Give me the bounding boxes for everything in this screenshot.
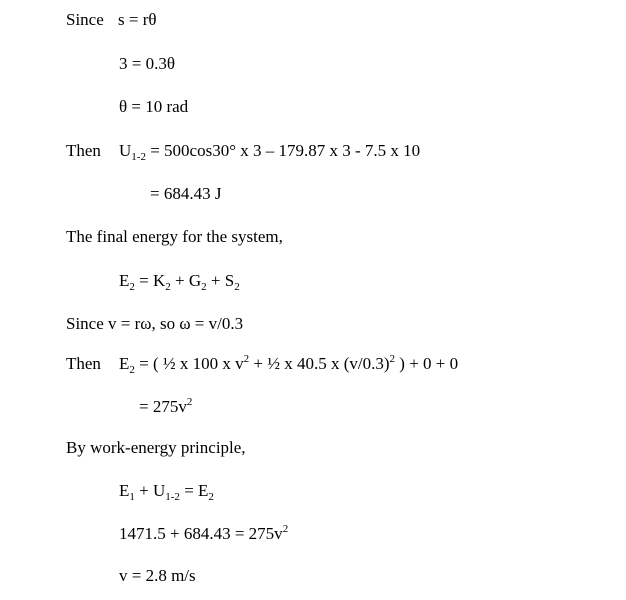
line-omega [66,314,243,334]
principle-equation: $E_1 + U_{1-2} = E_2$ [119,481,214,503]
then-label: Then [66,141,101,160]
omega-relation: Since v = rω, so ω = v/0.3 [66,314,244,333]
line-energy-sum [119,271,240,291]
line-substitution [119,54,175,74]
principle-heading: By work-energy principle, [66,438,246,457]
then-label-2: Then [66,354,101,373]
final-energy-heading: The final energy for the system, [66,227,283,246]
energy-expression: $E_2$ = ( ½ x 100 x $v^2$ + ½ x 40.5 x $(v/0.3)^2$ ) + 0 + 0 [119,353,459,376]
arc-length-equation: s = rθ [118,10,157,29]
work-result: = 684.43 J [150,184,222,203]
theta-result: θ = 10 rad [119,97,189,116]
line-since-arc-length [66,10,157,30]
line-principle-equation [119,481,214,501]
line-energy-result [139,397,192,417]
line-principle-heading [66,438,246,458]
line-numeric-equation [119,524,288,544]
since-label: Since [66,10,104,29]
line-final-velocity [119,566,196,586]
line-work-result [150,184,221,204]
final-velocity: v = 2.8 m/s [119,566,196,585]
numeric-equation: $1471.5 + 684.43 = 275v^2$ [119,523,289,543]
energy-result: = $275v^2$ [139,396,193,416]
line-theta-result [119,97,188,117]
line-work-done [66,141,421,163]
substitution-equation: 3 = 0.3θ [119,54,175,73]
line-energy-expression [66,353,459,376]
line-final-energy-heading [66,227,283,247]
work-equation: $U_{1-2} = 500\cos 30^\circ$ x 3 – 179.87 x 3 - 7.5 x 10 [119,141,421,163]
energy-sum-equation: $E_2 = K_2 + G_2 + S_2$ [119,271,240,293]
